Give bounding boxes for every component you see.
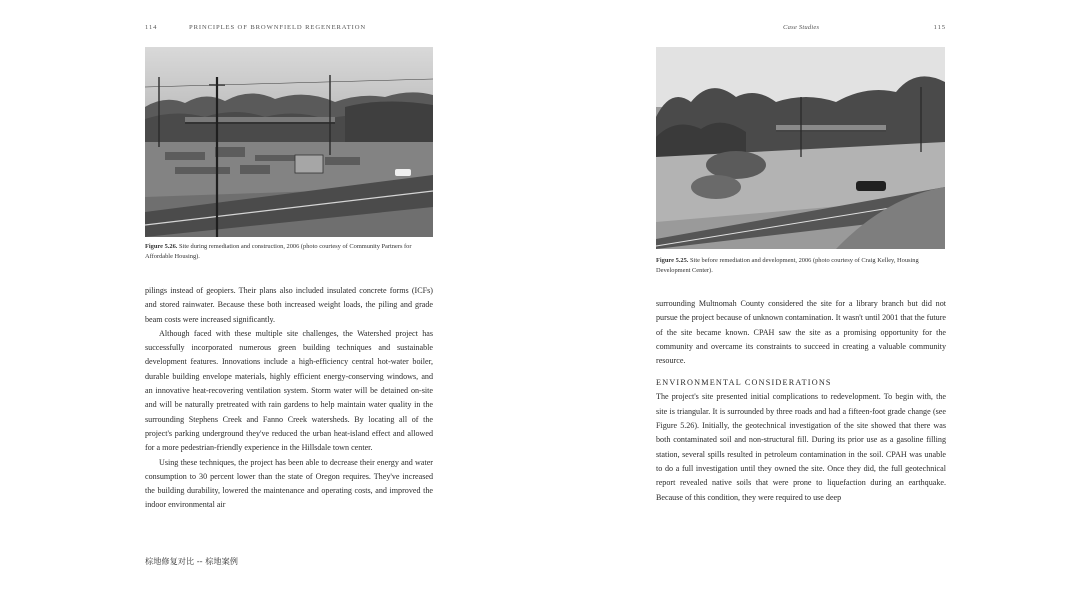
- body-paragraph: surrounding Multnomah County considered the site for a library branch but did not pursue the project because of unknown contamination. It wasn't until 2001 that the future of the site became known. CPAH saw the site as a promising opportunity for the community and overcame its constraints to succeed in creating a valuable community resource.: [656, 299, 946, 366]
- right-figure-label: Figure 5.25.: [656, 257, 689, 264]
- left-running-head: [145, 24, 435, 31]
- right-figure-caption-text: Site before remediation and development, 2006 (photo courtesy of Craig Kelley, Housing Development Center).: [656, 257, 919, 274]
- left-figure-label: Figure 5.26.: [145, 243, 178, 250]
- left-figure-caption: [145, 242, 433, 262]
- construction-site-photo: [145, 47, 433, 237]
- right-page-number: 115: [933, 24, 946, 31]
- body-paragraph: Although faced with these multiple site challenges, the Watershed project has successfully incorporated numerous green building techniques and sustainable development features. Innovations include a high-efficiency central hot-water boiler, durable building envelope materials, highly efficient energy-conserving windows, and an innovative heat-recovering ventilation system. Storm water will be detained on-site and will be naturally pretreated with rain gardens to help maintain water quality in the surrounding Stephens Creek and Fanno Creek watersheds. By locating all of the project's parking underground they've reduced the urban heat-island effect and allowed for a more pedestrian-friendly experience in the Hillsdale town center.: [145, 328, 433, 453]
- left-page-number: 114: [145, 24, 158, 31]
- left-book-title: PRINCIPLES OF BROWNFIELD REGENERATION: [189, 24, 367, 31]
- body-paragraph: The project's site presented initial complications to redevelopment. To begin with, the site is triangular. It is surrounded by three roads and had a fifteen-foot grade change (see Figure 5.26). Initially, the geotechnical investigation of the site showed that there was both contaminated soil and non-structural fill. During its prior use as a gasoline filling station, several spills resulted in petroleum contamination in the soil. CPAH was unable to do a full investigation until they owned the site. Once they did, the full geotechnical report revealed native soils that were prone to liquefaction during an earthquake. Because of this condition, they were required to use deep: [656, 392, 946, 502]
- site-before-photo: [656, 47, 945, 249]
- left-figure-caption-text: Site during remediation and construction, 2006 (photo courtesy of Community Partners for Affordable Housing).: [145, 243, 412, 260]
- right-body-text: [656, 297, 946, 505]
- right-figure-caption: [656, 256, 945, 276]
- body-paragraph: pilings instead of geopiers. Their plans also included insulated concrete forms (ICFs) and stored rainwater. Because these both increased weight loads, the piling and grade beam costs were increased significantly.: [145, 286, 433, 324]
- section-heading: ENVIRONMENTAL CONSIDERATIONS: [656, 378, 832, 388]
- right-chapter-title: Case Studies: [783, 24, 820, 31]
- footer-note: 棕地修复对比 -- 棕地案例: [145, 556, 238, 566]
- left-body-text: [145, 284, 433, 513]
- body-paragraph: Using these techniques, the project has been able to decrease their energy and water consumption to 30 percent lower than the state of Oregon requires. They've increased the building durability, lowered the maintenance and operating costs, and improved the indoor environmental air: [145, 457, 433, 510]
